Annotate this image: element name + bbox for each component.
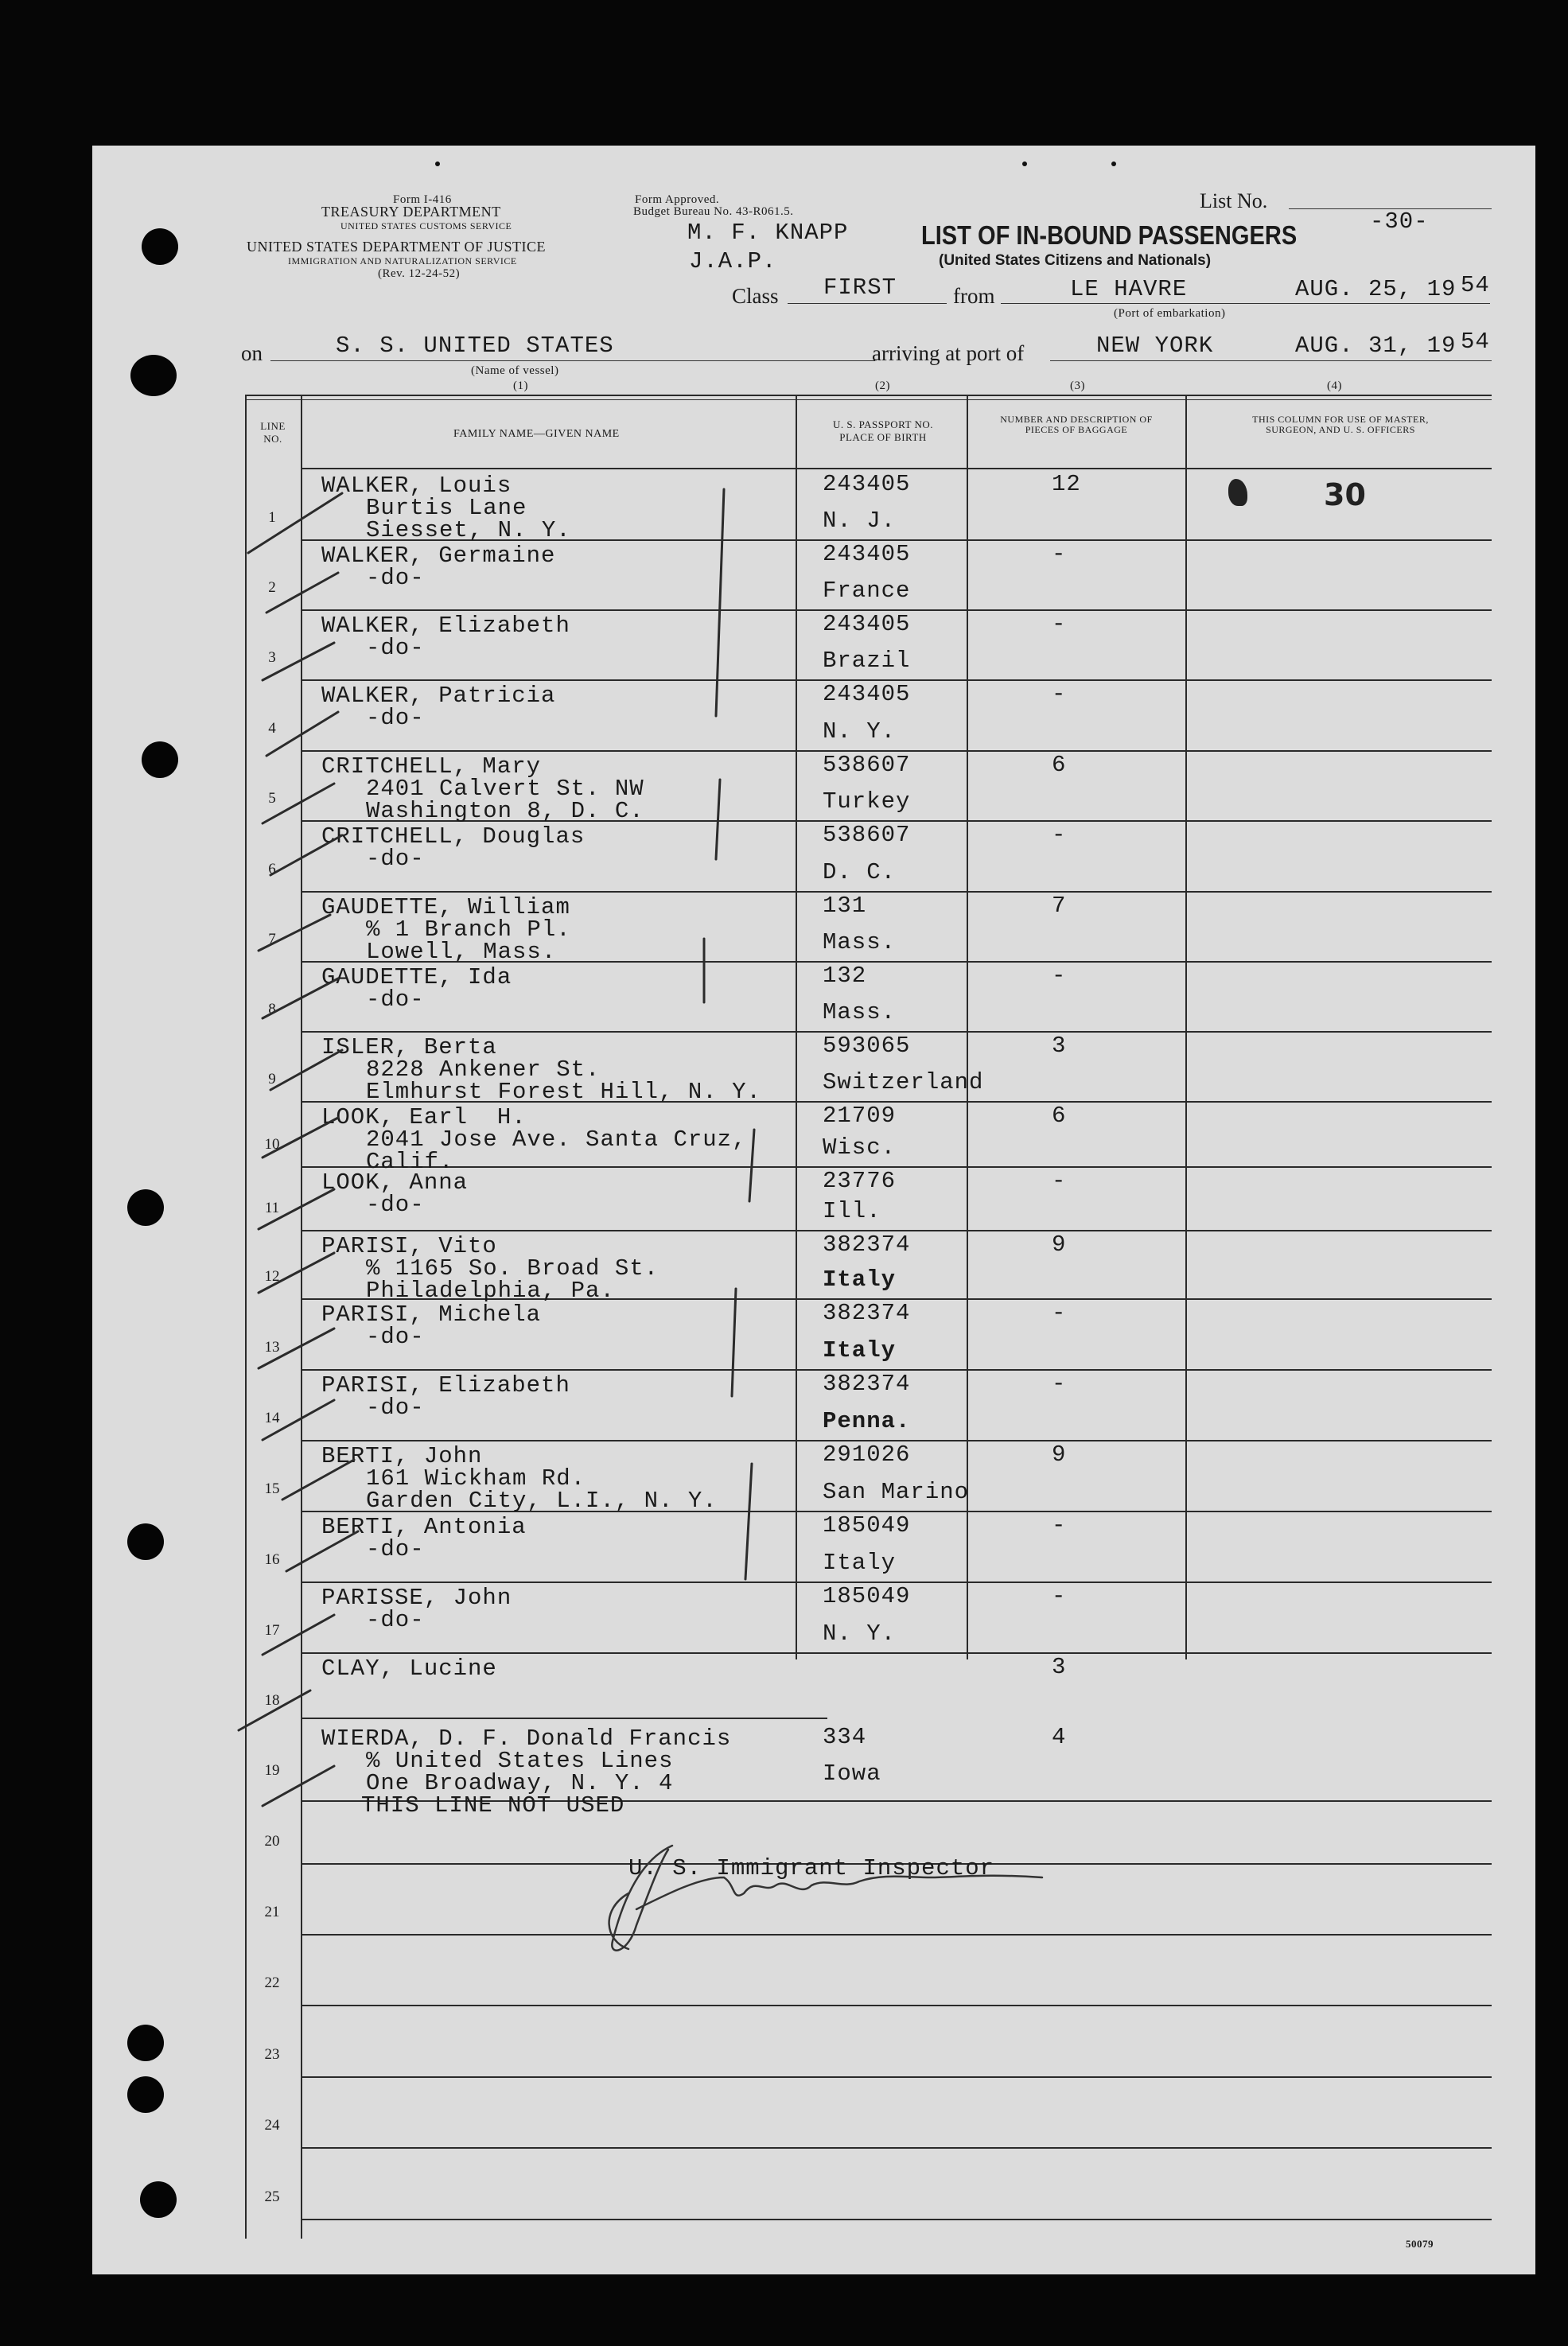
bracket-line xyxy=(716,780,720,859)
inspector-label: U. S. Immigrant Inspector xyxy=(628,1855,995,1881)
line-number: 13 xyxy=(264,1339,280,1356)
passenger-name: CRITCHELL, Mary xyxy=(321,753,542,780)
baggage-count: - xyxy=(1052,541,1067,567)
baggage-count: 6 xyxy=(1052,752,1067,778)
baggage-count: 3 xyxy=(1052,1033,1067,1059)
treasury-dept: TREASURY DEPARTMENT xyxy=(321,204,501,220)
passenger-name: CLAY, Lucine xyxy=(321,1655,497,1682)
passenger-address-1: -do- xyxy=(366,986,425,1013)
form-title: LIST OF IN-BOUND PASSENGERS xyxy=(921,220,1298,250)
passenger-address-1: 161 Wickham Rd. xyxy=(366,1465,586,1492)
line-number: 1 xyxy=(268,509,276,526)
line-number: 15 xyxy=(264,1480,280,1497)
checkmark-stroke xyxy=(263,1118,338,1157)
passport-number: 21709 xyxy=(823,1103,897,1129)
header-officers: THIS COLUMN FOR USE OF MASTER, SURGEON, AND U. S. OFFICERS xyxy=(1252,414,1429,435)
ins-service: IMMIGRATION AND NATURALIZATION SERVICE xyxy=(288,255,517,267)
baggage-count: - xyxy=(1052,611,1067,637)
checkmark-stroke xyxy=(267,573,338,613)
inspector-signature xyxy=(609,1846,1042,1951)
place-of-birth: Italy xyxy=(823,1337,897,1364)
col3-number: (3) xyxy=(1070,379,1085,392)
arrival-date: AUG. 31, 19 xyxy=(1295,333,1457,359)
checkmark-stroke xyxy=(259,1253,334,1293)
checkmark-stroke xyxy=(263,1615,334,1655)
checkmark-stroke xyxy=(270,835,342,875)
line-number: 24 xyxy=(264,2117,280,2134)
revision-date: (Rev. 12-24-52) xyxy=(378,267,461,280)
passport-number: 243405 xyxy=(823,541,911,567)
passenger-name: CRITCHELL, Douglas xyxy=(321,823,586,850)
on-label: on xyxy=(241,341,263,365)
class-value: FIRST xyxy=(823,274,897,301)
place-of-birth: France xyxy=(823,578,911,604)
list-number: -30- xyxy=(1370,208,1429,235)
passenger-address-2: Washington 8, D. C. xyxy=(366,798,644,824)
arrival-port: NEW YORK xyxy=(1096,333,1214,359)
passenger-address-2: Siesset, N. Y. xyxy=(366,517,571,543)
baggage-count: - xyxy=(1052,681,1067,707)
checkmark-stroke xyxy=(270,1050,342,1090)
baggage-count: 3 xyxy=(1052,1654,1067,1680)
passenger-address-2: Calif. xyxy=(366,1149,454,1175)
embark-year: 54 xyxy=(1461,272,1490,298)
line-number: 12 xyxy=(264,1268,280,1285)
line-number: 4 xyxy=(268,720,276,737)
vessel-name: S. S. UNITED STATES xyxy=(336,333,614,359)
passenger-address-1: 2041 Jose Ave. Santa Cruz, xyxy=(366,1126,747,1153)
passenger-name: PARISI, Michela xyxy=(321,1301,542,1328)
place-of-birth: N. Y. xyxy=(823,1620,897,1647)
passport-number: 382374 xyxy=(823,1231,911,1258)
line-number: 25 xyxy=(264,2188,280,2205)
checkmark-stroke xyxy=(286,1531,358,1571)
checkmark-stroke xyxy=(263,978,338,1018)
baggage-count: 9 xyxy=(1052,1441,1067,1468)
checkmark-stroke xyxy=(248,493,342,553)
place-of-birth: Italy xyxy=(823,1266,897,1293)
passenger-address-2: Philadelphia, Pa. xyxy=(366,1278,615,1304)
embark-port: LE HAVRE xyxy=(1070,276,1188,302)
passenger-name: BERTI, Antonia xyxy=(321,1514,527,1540)
col4-number: (4) xyxy=(1327,379,1342,392)
baggage-count: - xyxy=(1052,963,1067,989)
passenger-address-1: -do- xyxy=(366,1324,425,1350)
line-number: 22 xyxy=(264,1974,280,1991)
passenger-name: WALKER, Patricia xyxy=(321,683,556,709)
header-name: FAMILY NAME—GIVEN NAME xyxy=(453,428,620,440)
line-number: 21 xyxy=(264,1904,280,1920)
passenger-address-1: -do- xyxy=(366,846,425,872)
checkmark-stroke xyxy=(263,784,334,823)
passenger-name: GAUDETTE, William xyxy=(321,894,570,920)
passenger-address-2: Elmhurst Forest Hill, N. Y. xyxy=(366,1079,761,1105)
passenger-name: BERTI, John xyxy=(321,1443,483,1469)
class-label: Class xyxy=(732,284,779,308)
passenger-name: LOOK, Anna xyxy=(321,1169,469,1196)
checkmark-stroke xyxy=(282,1460,354,1500)
baggage-count: - xyxy=(1052,1371,1067,1397)
passenger-name: ISLER, Berta xyxy=(321,1034,497,1060)
line-number: 10 xyxy=(264,1136,280,1153)
passport-number: 334 xyxy=(823,1724,867,1750)
passenger-name: PARISI, Vito xyxy=(321,1233,497,1259)
from-label: from xyxy=(953,284,995,308)
baggage-count: - xyxy=(1052,1512,1067,1539)
line-number: 20 xyxy=(264,1833,280,1850)
baggage-count: 6 xyxy=(1052,1103,1067,1129)
arrival-year: 54 xyxy=(1461,329,1490,355)
passenger-address-1: -do- xyxy=(366,635,425,661)
place-of-birth: Iowa xyxy=(823,1760,881,1787)
passenger-address-2: Garden City, L.I., N. Y. xyxy=(366,1488,718,1514)
budget-bureau: Budget Bureau No. 43-R061.5. xyxy=(633,205,794,218)
baggage-count: 9 xyxy=(1052,1231,1067,1258)
form-subtitle: (United States Citizens and Nationals) xyxy=(939,252,1212,269)
list-no-label: List No. xyxy=(1200,189,1268,212)
checkmark-stroke xyxy=(263,1766,334,1806)
typed-initials: J.A.P. xyxy=(689,248,777,274)
passport-number: 291026 xyxy=(823,1441,911,1468)
not-used-note: THIS LINE NOT USED xyxy=(361,1792,625,1819)
passenger-address-2: One Broadway, N. Y. 4 xyxy=(366,1770,674,1796)
officer-mark: 30 xyxy=(1324,477,1366,512)
col2-number: (2) xyxy=(875,379,890,392)
passenger-name: WIERDA, D. F. Donald Francis xyxy=(321,1725,732,1752)
passport-number: 243405 xyxy=(823,611,911,637)
baggage-count: - xyxy=(1052,822,1067,848)
passenger-address-1: % United States Lines xyxy=(366,1748,674,1774)
checkmark-stroke xyxy=(239,1690,310,1730)
baggage-count: 4 xyxy=(1052,1724,1067,1750)
place-of-birth: Penna. xyxy=(823,1408,911,1434)
place-of-birth: Ill. xyxy=(823,1198,881,1224)
line-number: 11 xyxy=(264,1200,280,1216)
passenger-address-1: % 1 Branch Pl. xyxy=(366,916,571,943)
col1-number: (1) xyxy=(513,379,528,392)
passport-number: 538607 xyxy=(823,752,911,778)
form-approved: Form Approved. xyxy=(635,193,720,206)
passport-number: 131 xyxy=(823,893,867,919)
line-number: 18 xyxy=(264,1692,280,1709)
passenger-address-1: -do- xyxy=(366,565,425,591)
line-number: 2 xyxy=(268,579,276,596)
passport-number: 185049 xyxy=(823,1583,911,1609)
passenger-name: WALKER, Germaine xyxy=(321,543,556,569)
customs-service: UNITED STATES CUSTOMS SERVICE xyxy=(340,220,512,231)
baggage-count: - xyxy=(1052,1583,1067,1609)
place-of-birth: N. Y. xyxy=(823,718,897,745)
footer-form-code: 50079 xyxy=(1406,2238,1434,2250)
passport-number: 538607 xyxy=(823,822,911,848)
justice-dept: UNITED STATES DEPARTMENT OF JUSTICE xyxy=(247,239,547,255)
passport-number: 382374 xyxy=(823,1300,911,1326)
bracket-line xyxy=(716,489,724,716)
bracket-line xyxy=(732,1289,736,1396)
place-of-birth: Mass. xyxy=(823,929,897,955)
passenger-name: WALKER, Elizabeth xyxy=(321,613,570,639)
embark-caption: (Port of embarkation) xyxy=(1114,307,1226,320)
place-of-birth: Turkey xyxy=(823,788,911,815)
passenger-name: PARISI, Elizabeth xyxy=(321,1372,570,1399)
passenger-address-1: 8228 Ankener St. xyxy=(366,1056,601,1083)
place-of-birth: Switzerland xyxy=(823,1069,984,1095)
passenger-address-1: % 1165 So. Broad St. xyxy=(366,1255,659,1282)
passenger-address-1: -do- xyxy=(366,1395,425,1421)
passenger-name: GAUDETTE, Ida xyxy=(321,964,512,990)
passenger-address-1: -do- xyxy=(366,705,425,731)
place-of-birth: D. C. xyxy=(823,859,897,885)
passport-number: 382374 xyxy=(823,1371,911,1397)
line-number: 23 xyxy=(264,2046,280,2063)
header-line-no: LINE NO. xyxy=(260,420,286,445)
checkmark-stroke xyxy=(263,1400,334,1440)
checkmark-stroke xyxy=(259,915,330,951)
passport-number: 132 xyxy=(823,963,867,989)
baggage-count: - xyxy=(1052,1300,1067,1326)
line-number: 6 xyxy=(268,861,276,877)
place-of-birth: Mass. xyxy=(823,999,897,1025)
passport-number: 243405 xyxy=(823,471,911,497)
place-of-birth: N. J. xyxy=(823,508,897,534)
baggage-count: 7 xyxy=(1052,893,1067,919)
checkmark-stroke xyxy=(259,1329,334,1368)
checkmark-stroke xyxy=(263,643,334,680)
passport-number: 593065 xyxy=(823,1033,911,1059)
checkmark-stroke xyxy=(259,1189,334,1229)
line-number: 17 xyxy=(264,1622,280,1639)
passport-number: 23776 xyxy=(823,1168,897,1194)
form-number: Form I-416 xyxy=(393,193,452,206)
line-number: 9 xyxy=(268,1071,276,1087)
passport-number: 185049 xyxy=(823,1512,911,1539)
passenger-address-1: -do- xyxy=(366,1607,425,1633)
place-of-birth: Italy xyxy=(823,1550,897,1576)
place-of-birth: Brazil xyxy=(823,648,911,674)
embark-date: AUG. 25, 19 xyxy=(1295,276,1457,302)
arriving-label: arriving at port of xyxy=(872,341,1025,365)
passenger-name: PARISSE, John xyxy=(321,1585,512,1611)
typed-name: M. F. KNAPP xyxy=(687,220,849,246)
passenger-address-2: Lowell, Mass. xyxy=(366,939,557,965)
baggage-count: - xyxy=(1052,1168,1067,1194)
header-baggage: NUMBER AND DESCRIPTION OF PIECES OF BAGGAGE xyxy=(1000,414,1153,435)
checkmark-stroke xyxy=(267,712,338,756)
bracket-line xyxy=(745,1464,752,1579)
baggage-count: 12 xyxy=(1052,471,1081,497)
line-number: 7 xyxy=(268,931,276,947)
place-of-birth: Wisc. xyxy=(823,1134,897,1161)
line-number: 16 xyxy=(264,1551,280,1568)
passenger-address-1: -do- xyxy=(366,1536,425,1562)
place-of-birth: San Marino xyxy=(823,1479,970,1505)
passport-number: 243405 xyxy=(823,681,911,707)
bracket-line xyxy=(749,1130,754,1201)
line-number: 19 xyxy=(264,1762,280,1779)
passenger-address-1: 2401 Calvert St. NW xyxy=(366,776,644,802)
line-number: 8 xyxy=(268,1001,276,1017)
header-passport: U. S. PASSPORT NO. PLACE OF BIRTH xyxy=(833,418,933,443)
passenger-address-1: Burtis Lane xyxy=(366,495,527,521)
line-number: 14 xyxy=(264,1410,280,1426)
line-number: 3 xyxy=(268,649,276,666)
passenger-address-1: -do- xyxy=(366,1192,425,1218)
line-number: 5 xyxy=(268,790,276,807)
vessel-caption: (Name of vessel) xyxy=(471,364,559,377)
passenger-name: WALKER, Louis xyxy=(321,473,512,499)
passenger-name: LOOK, Earl H. xyxy=(321,1104,527,1130)
